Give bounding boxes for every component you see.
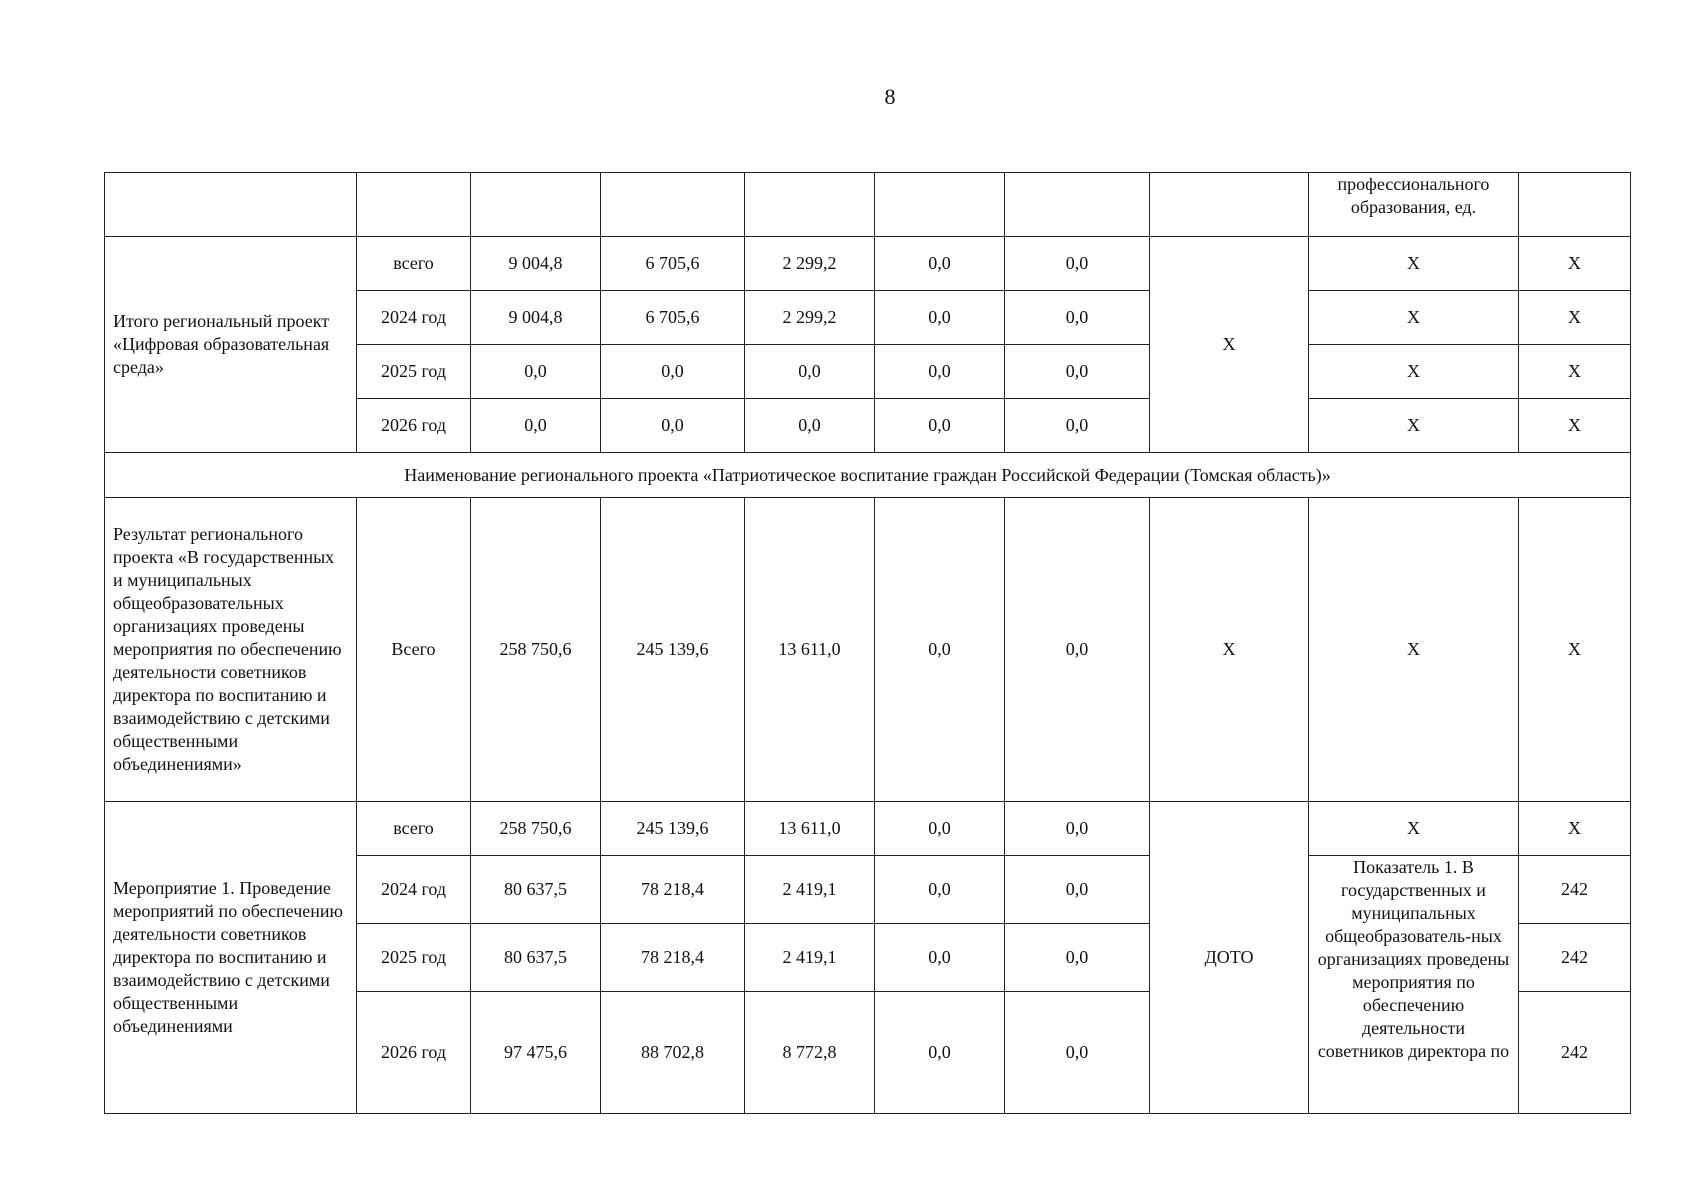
- value-cell: X: [1519, 237, 1631, 291]
- regional-cell: 2 299,2: [745, 291, 875, 345]
- total-cell: 0,0: [471, 399, 601, 453]
- regional-cell: 2 419,1: [745, 856, 875, 924]
- total-cell: 0,0: [471, 345, 601, 399]
- activity-label: Мероприятие 1. Проведение мероприятий по обеспечению деятельности советников директора по воспитанию и взаимодействию с детскими общественными объединениями: [105, 802, 357, 1114]
- value-cell: X: [1519, 291, 1631, 345]
- table-cell: [875, 173, 1005, 237]
- indicator-cell: профессионального образования, ед.: [1309, 173, 1519, 237]
- table-cell: [1005, 173, 1150, 237]
- extra-cell: 0,0: [1005, 237, 1150, 291]
- value-cell: 242: [1519, 992, 1631, 1114]
- extra-cell: 0,0: [1005, 291, 1150, 345]
- budget-table: [104, 172, 1631, 1114]
- result-label: Результат регионального проекта «В государственных и муниципальных общеобразовательных организациях проведены мероприятия по обеспечению деятельности советников директора по воспитанию и взаимодействию с детскими общественными объединениями»: [105, 498, 357, 802]
- table-row: [105, 802, 1631, 856]
- value-cell: X: [1519, 345, 1631, 399]
- extra-cell: 0,0: [1005, 802, 1150, 856]
- local-cell: 0,0: [875, 237, 1005, 291]
- responsible-cell: X: [1150, 237, 1309, 453]
- table-cell: [471, 173, 601, 237]
- period-cell: 2024 год: [357, 291, 471, 345]
- federal-cell: 88 702,8: [601, 992, 745, 1114]
- period-cell: 2026 год: [357, 399, 471, 453]
- indicator-cell: X: [1309, 399, 1519, 453]
- indicator-cell: X: [1309, 498, 1519, 802]
- regional-cell: 2 299,2: [745, 237, 875, 291]
- regional-cell: 13 611,0: [745, 802, 875, 856]
- table-cell: [745, 173, 875, 237]
- total-cell: 9 004,8: [471, 291, 601, 345]
- table-cell: [1519, 173, 1631, 237]
- federal-cell: 0,0: [601, 345, 745, 399]
- federal-cell: 245 139,6: [601, 498, 745, 802]
- project-total-label: Итого региональный проект «Цифровая образовательная среда»: [105, 237, 357, 453]
- period-cell: 2024 год: [357, 856, 471, 924]
- period-cell: всего: [357, 237, 471, 291]
- local-cell: 0,0: [875, 856, 1005, 924]
- period-cell: 2026 год: [357, 992, 471, 1114]
- value-cell: X: [1519, 399, 1631, 453]
- value-cell: 242: [1519, 924, 1631, 992]
- total-cell: 9 004,8: [471, 237, 601, 291]
- value-cell: X: [1519, 498, 1631, 802]
- table-cell: [601, 173, 745, 237]
- responsible-cell: X: [1150, 498, 1309, 802]
- table-cell: [105, 173, 357, 237]
- section-header-row: [105, 453, 1631, 498]
- indicator-cell: X: [1309, 291, 1519, 345]
- local-cell: 0,0: [875, 399, 1005, 453]
- local-cell: 0,0: [875, 802, 1005, 856]
- total-cell: 258 750,6: [471, 802, 601, 856]
- indicator-cell: X: [1309, 345, 1519, 399]
- regional-cell: 2 419,1: [745, 924, 875, 992]
- regional-cell: 8 772,8: [745, 992, 875, 1114]
- period-cell: 2025 год: [357, 924, 471, 992]
- federal-cell: 78 218,4: [601, 856, 745, 924]
- total-cell: 80 637,5: [471, 924, 601, 992]
- total-cell: 80 637,5: [471, 856, 601, 924]
- period-cell: 2025 год: [357, 345, 471, 399]
- indicator-description: Показатель 1. В государственных и муниципальных общеобразователь-ных организациях проведены мероприятия по обеспечению деятельности советников директора по: [1309, 856, 1519, 1114]
- table-row: [105, 237, 1631, 291]
- total-cell: 97 475,6: [471, 992, 601, 1114]
- extra-cell: 0,0: [1005, 924, 1150, 992]
- local-cell: 0,0: [875, 345, 1005, 399]
- extra-cell: 0,0: [1005, 856, 1150, 924]
- project-name-header: Наименование регионального проекта «Патриотическое воспитание граждан Российской Федерации (Томская область)»: [105, 453, 1631, 498]
- local-cell: 0,0: [875, 992, 1005, 1114]
- extra-cell: 0,0: [1005, 992, 1150, 1114]
- local-cell: 0,0: [875, 291, 1005, 345]
- regional-cell: 0,0: [745, 399, 875, 453]
- indicator-cell: X: [1309, 237, 1519, 291]
- federal-cell: 0,0: [601, 399, 745, 453]
- local-cell: 0,0: [875, 498, 1005, 802]
- page-number: 8: [884, 84, 896, 109]
- federal-cell: 6 705,6: [601, 237, 745, 291]
- table-row: [105, 498, 1631, 802]
- federal-cell: 245 139,6: [601, 802, 745, 856]
- extra-cell: 0,0: [1005, 399, 1150, 453]
- responsible-cell: ДОТО: [1150, 802, 1309, 1114]
- table-cell: [1150, 173, 1309, 237]
- period-cell: всего: [357, 802, 471, 856]
- continuation-row: [105, 173, 1631, 237]
- extra-cell: 0,0: [1005, 498, 1150, 802]
- total-cell: 258 750,6: [471, 498, 601, 802]
- value-cell: X: [1519, 802, 1631, 856]
- regional-cell: 0,0: [745, 345, 875, 399]
- value-cell: 242: [1519, 856, 1631, 924]
- indicator-cell: X: [1309, 802, 1519, 856]
- table-cell: [357, 173, 471, 237]
- extra-cell: 0,0: [1005, 345, 1150, 399]
- federal-cell: 78 218,4: [601, 924, 745, 992]
- federal-cell: 6 705,6: [601, 291, 745, 345]
- regional-cell: 13 611,0: [745, 498, 875, 802]
- period-cell: Всего: [357, 498, 471, 802]
- local-cell: 0,0: [875, 924, 1005, 992]
